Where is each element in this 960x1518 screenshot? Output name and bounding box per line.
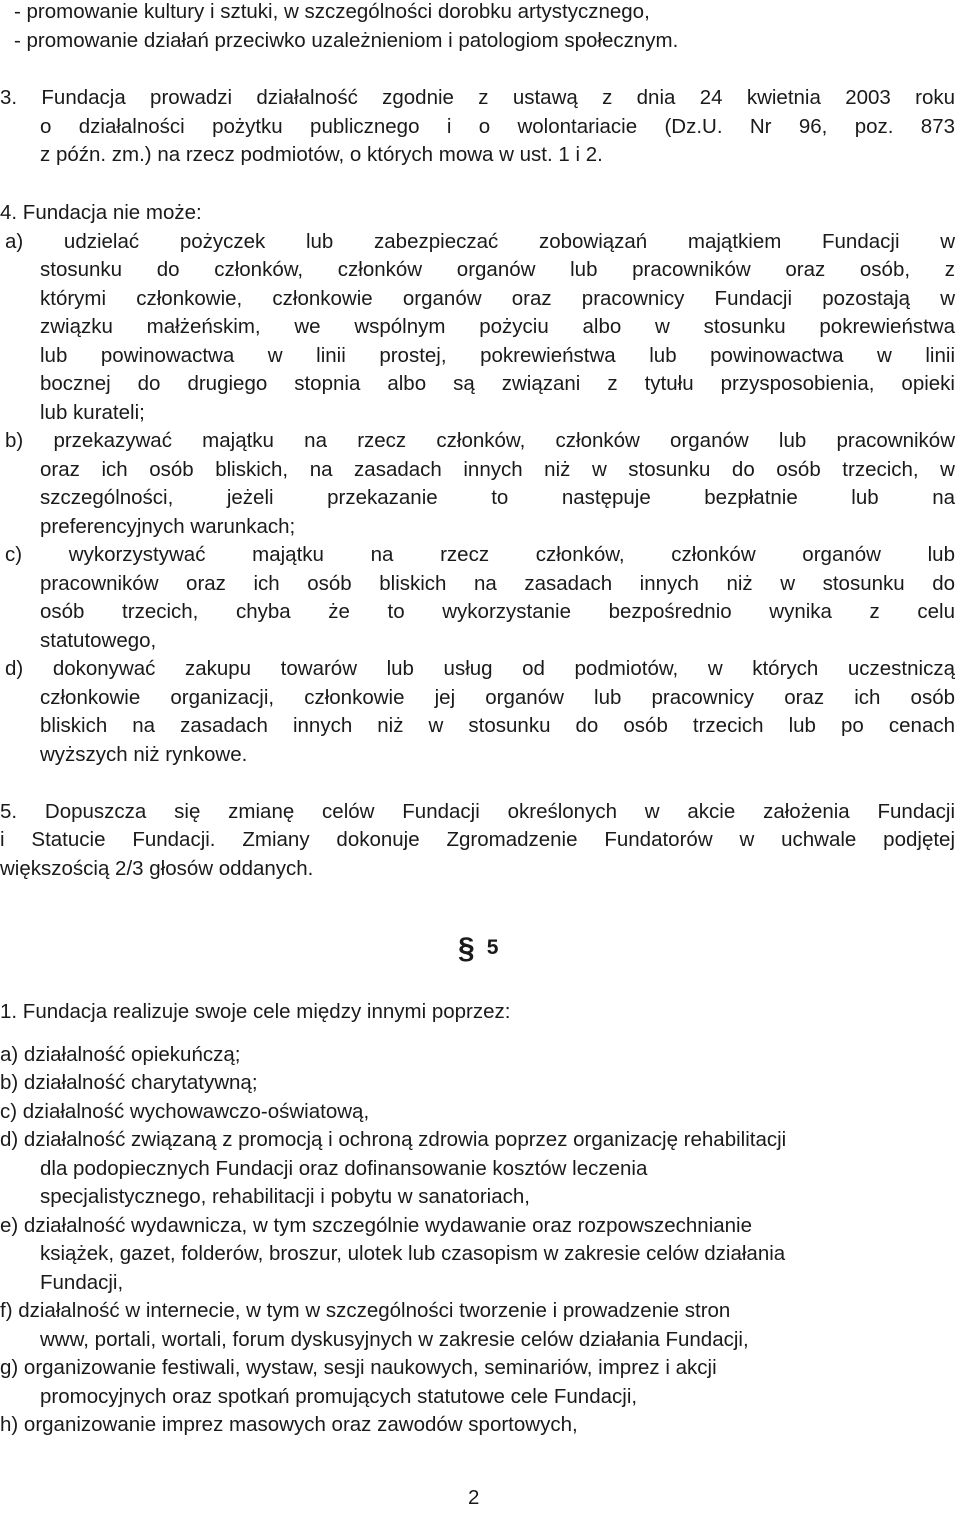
item-c-line: statutowego, (40, 629, 157, 652)
item-a-line: bocznej do drugiego stopnia albo są związani z tytułu przysposobienia, opieki (40, 372, 955, 395)
list-item: www, portali, wortali, forum dyskusyjnych w zakresie celów działania Fundacji, (40, 1328, 749, 1351)
item-c-line: osób trzecich, chyba że to wykorzystanie bezpośrednio wynika z celu (40, 600, 955, 623)
item-b-line: b) przekazywać majątku na rzecz członków, członków organów lub pracowników (5, 429, 955, 452)
list-item: Fundacji, (40, 1271, 124, 1294)
list-item: h) organizowanie imprez masowych oraz zawodów sportowych, (0, 1413, 578, 1436)
section-intro: 1. Fundacja realizuje swoje cele między innymi poprzez: (0, 1000, 511, 1023)
item-a-line: lub powinowactwa w linii prostej, pokrewieństwa lub powinowactwa w linii (40, 344, 955, 367)
item-b-line: oraz ich osób bliskich, na zasadach innych niż w stosunku do osób trzecich, w (40, 458, 955, 481)
item-a-line: a) udzielać pożyczek lub zabezpieczać zobowiązań majątkiem Fundacji w (5, 230, 955, 253)
item-d-line: członkowie organizacji, członkowie jej organów lub pracownicy oraz ich osób (40, 686, 955, 709)
list-item: promocyjnych oraz spotkań promujących statutowe cele Fundacji, (40, 1385, 638, 1408)
item-b-line: szczególności, jeżeli przekazanie to następuje bezpłatnie lub na (40, 486, 955, 509)
paragraph-5-line: większością 2/3 głosów oddanych. (0, 857, 314, 880)
list-item: - promowanie działań przeciwko uzależnieniom i patologiom społecznym. (14, 29, 679, 52)
page-number: 2 (468, 1486, 480, 1509)
paragraph-5-line: i Statucie Fundacji. Zmiany dokonuje Zgromadzenie Fundatorów w uchwale podjętej (0, 828, 955, 851)
list-item: a) działalność opiekuńczą; (0, 1043, 241, 1066)
list-item: - promowanie kultury i sztuki, w szczególności dorobku artystycznego, (14, 0, 650, 23)
paragraph-4-heading: 4. Fundacja nie może: (0, 201, 202, 224)
item-d-line: bliskich na zasadach innych niż w stosunku do osób trzecich lub po cenach (40, 714, 955, 737)
list-item: c) działalność wychowawczo-oświatową, (0, 1100, 370, 1123)
item-c-line: c) wykorzystywać majątku na rzecz członków, członków organów lub (5, 543, 955, 566)
section-symbol: § (458, 932, 475, 965)
list-item: d) działalność związaną z promocją i ochroną zdrowia poprzez organizację rehabilitacji (0, 1128, 787, 1151)
item-a-line: związku małżeńskim, we wspólnym pożyciu albo w stosunku pokrewieństwa (40, 315, 955, 338)
list-item: książek, gazet, folderów, broszur, ulotek lub czasopism w zakresie celów działania (40, 1242, 786, 1265)
paragraph-5-line: 5. Dopuszcza się zmianę celów Fundacji określonych w akcie założenia Fundacji (0, 800, 955, 823)
list-item: g) organizowanie festiwali, wystaw, sesji naukowych, seminariów, imprez i akcji (0, 1356, 717, 1379)
section-number: 5 (486, 936, 499, 959)
list-item: specjalistycznego, rehabilitacji i pobytu w sanatoriach, (40, 1185, 530, 1208)
item-a-line: którymi członkowie, członkowie organów oraz pracownicy Fundacji pozostają w (40, 287, 955, 310)
paragraph-3-line: o działalności pożytku publicznego i o wolontariacie (Dz.U. Nr 96, poz. 873 (40, 115, 955, 138)
list-item: b) działalność charytatywną; (0, 1071, 258, 1094)
section-heading (458, 930, 499, 965)
paragraph-3-line: 3. Fundacja prowadzi działalność zgodnie z ustawą z dnia 24 kwietnia 2003 roku (0, 86, 955, 109)
item-a-line: stosunku do członków, członków organów lub pracowników oraz osób, z (40, 258, 955, 281)
item-b-line: preferencyjnych warunkach; (40, 515, 296, 538)
item-d-line: d) dokonywać zakupu towarów lub usług od podmiotów, w których uczestniczą (5, 657, 955, 680)
list-item: dla podopiecznych Fundacji oraz dofinansowanie kosztów leczenia (40, 1157, 648, 1180)
item-c-line: pracowników oraz ich osób bliskich na zasadach innych niż w stosunku do (40, 572, 955, 595)
paragraph-3-line: z późn. zm.) na rzecz podmiotów, o których mowa w ust. 1 i 2. (40, 143, 603, 166)
item-a-line: lub kurateli; (40, 401, 145, 424)
list-item: e) działalność wydawnicza, w tym szczególnie wydawanie oraz rozpowszechnianie (0, 1214, 753, 1237)
list-item: f) działalność w internecie, w tym w szczególności tworzenie i prowadzenie stron (0, 1299, 731, 1322)
item-d-line: wyższych niż rynkowe. (40, 743, 248, 766)
